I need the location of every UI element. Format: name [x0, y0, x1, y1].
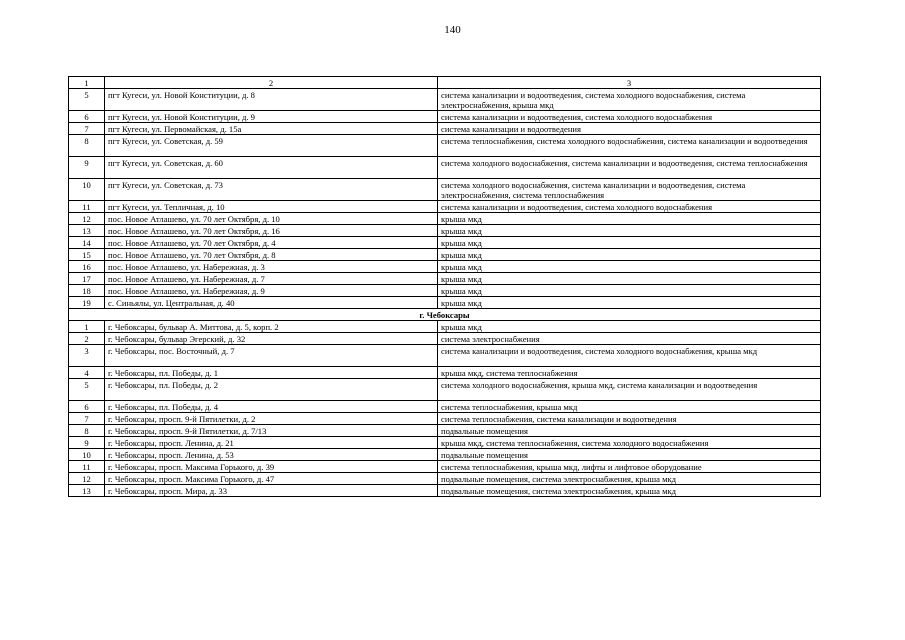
table-row — [69, 285, 821, 297]
row-systems: крыша мкд — [438, 213, 821, 225]
row-systems: крыша мкд — [438, 297, 821, 309]
section-row — [69, 309, 821, 321]
row-address: с. Синьялы, ул. Центральная, д. 40 — [105, 297, 438, 309]
row-number: 6 — [69, 111, 105, 123]
row-address: пос. Новое Атлашево, ул. 70 лет Октября, д. 16 — [105, 225, 438, 237]
row-address: г. Чебоксары, просп. Мира, д. 33 — [105, 485, 438, 497]
row-number: 10 — [69, 449, 105, 461]
row-number: 12 — [69, 473, 105, 485]
row-number: 9 — [69, 157, 105, 179]
row-systems: система канализации и водоотведения — [438, 123, 821, 135]
table-row — [69, 321, 821, 333]
table-row — [69, 123, 821, 135]
table-row — [69, 297, 821, 309]
row-number: 11 — [69, 461, 105, 473]
row-address: пос. Новое Атлашево, ул. 70 лет Октября, д. 8 — [105, 249, 438, 261]
row-number: 10 — [69, 179, 105, 201]
row-address: пгт Кугеси, ул. Советская, д. 73 — [105, 179, 438, 201]
row-systems: подвальные помещения, система электроснабжения, крыша мкд — [438, 473, 821, 485]
table-row — [69, 485, 821, 497]
table-row — [69, 201, 821, 213]
row-systems: подвальные помещения, система электроснабжения, крыша мкд — [438, 485, 821, 497]
row-number: 5 — [69, 379, 105, 401]
row-systems: крыша мкд — [438, 237, 821, 249]
row-systems: система холодного водоснабжения, крыша мкд, система канализации и водоотведения — [438, 379, 821, 401]
row-systems: система теплоснабжения, система холодного водоснабжения, система канализации и водоотведения — [438, 135, 821, 157]
row-number: 17 — [69, 273, 105, 285]
row-address: пгт Кугеси, ул. Советская, д. 60 — [105, 157, 438, 179]
table-row — [69, 425, 821, 437]
row-number: 8 — [69, 425, 105, 437]
row-address: пгт Кугеси, ул. Тепличная, д. 10 — [105, 201, 438, 213]
table-row — [69, 401, 821, 413]
table-row — [69, 225, 821, 237]
table-row — [69, 261, 821, 273]
row-systems: крыша мкд — [438, 321, 821, 333]
table-row — [69, 111, 821, 123]
table-row — [69, 379, 821, 401]
row-number: 18 — [69, 285, 105, 297]
column-header-systems: 3 — [438, 77, 821, 89]
row-systems: система канализации и водоотведения, система холодного водоснабжения, крыша мкд — [438, 345, 821, 367]
table-row — [69, 449, 821, 461]
row-systems: крыша мкд — [438, 225, 821, 237]
row-systems: крыша мкд, система теплоснабжения — [438, 367, 821, 379]
row-systems: крыша мкд — [438, 261, 821, 273]
row-address: г. Чебоксары, бульвар Эгерский, д. 32 — [105, 333, 438, 345]
row-number: 3 — [69, 345, 105, 367]
row-address: пос. Новое Атлашево, ул. 70 лет Октября, д. 10 — [105, 213, 438, 225]
table-row — [69, 89, 821, 111]
row-number: 2 — [69, 333, 105, 345]
row-number: 19 — [69, 297, 105, 309]
row-systems: система теплоснабжения, система канализации и водоотведения — [438, 413, 821, 425]
table-row — [69, 157, 821, 179]
page-number: 140 — [444, 24, 461, 36]
row-systems: система теплоснабжения, крыша мкд — [438, 401, 821, 413]
row-address: г. Чебоксары, просп. Ленина, д. 21 — [105, 437, 438, 449]
row-systems: крыша мкд — [438, 249, 821, 261]
row-address: пос. Новое Атлашево, ул. Набережная, д. 7 — [105, 273, 438, 285]
row-systems: система холодного водоснабжения, система канализации и водоотведения, система электроснабжения, система теплоснабжения — [438, 179, 821, 201]
row-number: 8 — [69, 135, 105, 157]
row-number: 16 — [69, 261, 105, 273]
table-row — [69, 135, 821, 157]
row-systems: подвальные помещения — [438, 449, 821, 461]
row-number: 15 — [69, 249, 105, 261]
row-number: 12 — [69, 213, 105, 225]
row-number: 5 — [69, 89, 105, 111]
row-address: пгт Кугеси, ул. Советская, д. 59 — [105, 135, 438, 157]
row-address: г. Чебоксары, пл. Победы, д. 2 — [105, 379, 438, 401]
row-address: г. Чебоксары, пос. Восточный, д. 7 — [105, 345, 438, 367]
row-number: 7 — [69, 123, 105, 135]
row-number: 13 — [69, 225, 105, 237]
table-row — [69, 179, 821, 201]
row-number: 7 — [69, 413, 105, 425]
row-address: пос. Новое Атлашево, ул. 70 лет Октября, д. 4 — [105, 237, 438, 249]
row-systems: система холодного водоснабжения, система канализации и водоотведения, система теплоснабжения — [438, 157, 821, 179]
row-number: 9 — [69, 437, 105, 449]
row-number: 11 — [69, 201, 105, 213]
row-address: пгт Кугеси, ул. Новой Конституции, д. 8 — [105, 89, 438, 111]
table-row — [69, 345, 821, 367]
row-address: г. Чебоксары, просп. 9-й Пятилетки, д. 7/13 — [105, 425, 438, 437]
row-address: г. Чебоксары, пл. Победы, д. 1 — [105, 367, 438, 379]
row-address: г. Чебоксары, просп. Максима Горького, д. 47 — [105, 473, 438, 485]
row-number: 14 — [69, 237, 105, 249]
table-row — [69, 473, 821, 485]
table-row — [69, 413, 821, 425]
row-systems: крыша мкд — [438, 273, 821, 285]
column-header-address: 2 — [105, 77, 438, 89]
row-systems: система канализации и водоотведения, система холодного водоснабжения — [438, 111, 821, 123]
column-header-number: 1 — [69, 77, 105, 89]
table-row — [69, 367, 821, 379]
table-row — [69, 213, 821, 225]
table-row — [69, 461, 821, 473]
row-address: пгт Кугеси, ул. Новой Конституции, д. 9 — [105, 111, 438, 123]
row-systems: система канализации и водоотведения, система холодного водоснабжения — [438, 201, 821, 213]
row-number: 1 — [69, 321, 105, 333]
row-address: г. Чебоксары, пл. Победы, д. 4 — [105, 401, 438, 413]
row-systems: система теплоснабжения, крыша мкд, лифты и лифтовое оборудование — [438, 461, 821, 473]
row-number: 6 — [69, 401, 105, 413]
table-row — [69, 273, 821, 285]
row-number: 4 — [69, 367, 105, 379]
row-number: 13 — [69, 485, 105, 497]
table-row — [69, 437, 821, 449]
table-row — [69, 333, 821, 345]
row-systems: крыша мкд — [438, 285, 821, 297]
row-address: г. Чебоксары, просп. Ленина, д. 53 — [105, 449, 438, 461]
row-address: пос. Новое Атлашево, ул. Набережная, д. 3 — [105, 261, 438, 273]
row-systems: система канализации и водоотведения, система холодного водоснабжения, система электроснабжения, крыша мкд — [438, 89, 821, 111]
table-row — [69, 249, 821, 261]
row-address: г. Чебоксары, бульвар А. Миттова, д. 5, корп. 2 — [105, 321, 438, 333]
section-title: г. Чебоксары — [69, 309, 821, 321]
table-row — [69, 237, 821, 249]
row-address: г. Чебоксары, просп. 9-й Пятилетки, д. 2 — [105, 413, 438, 425]
row-systems: крыша мкд, система теплоснабжения, система холодного водоснабжения — [438, 437, 821, 449]
row-systems: подвальные помещения — [438, 425, 821, 437]
row-address: г. Чебоксары, просп. Максима Горького, д. 39 — [105, 461, 438, 473]
row-address: пос. Новое Атлашево, ул. Набережная, д. 9 — [105, 285, 438, 297]
buildings-table — [68, 76, 821, 497]
table-header-row — [69, 77, 821, 89]
row-address: пгт Кугеси, ул. Первомайская, д. 15а — [105, 123, 438, 135]
row-systems: система электроснабжения — [438, 333, 821, 345]
